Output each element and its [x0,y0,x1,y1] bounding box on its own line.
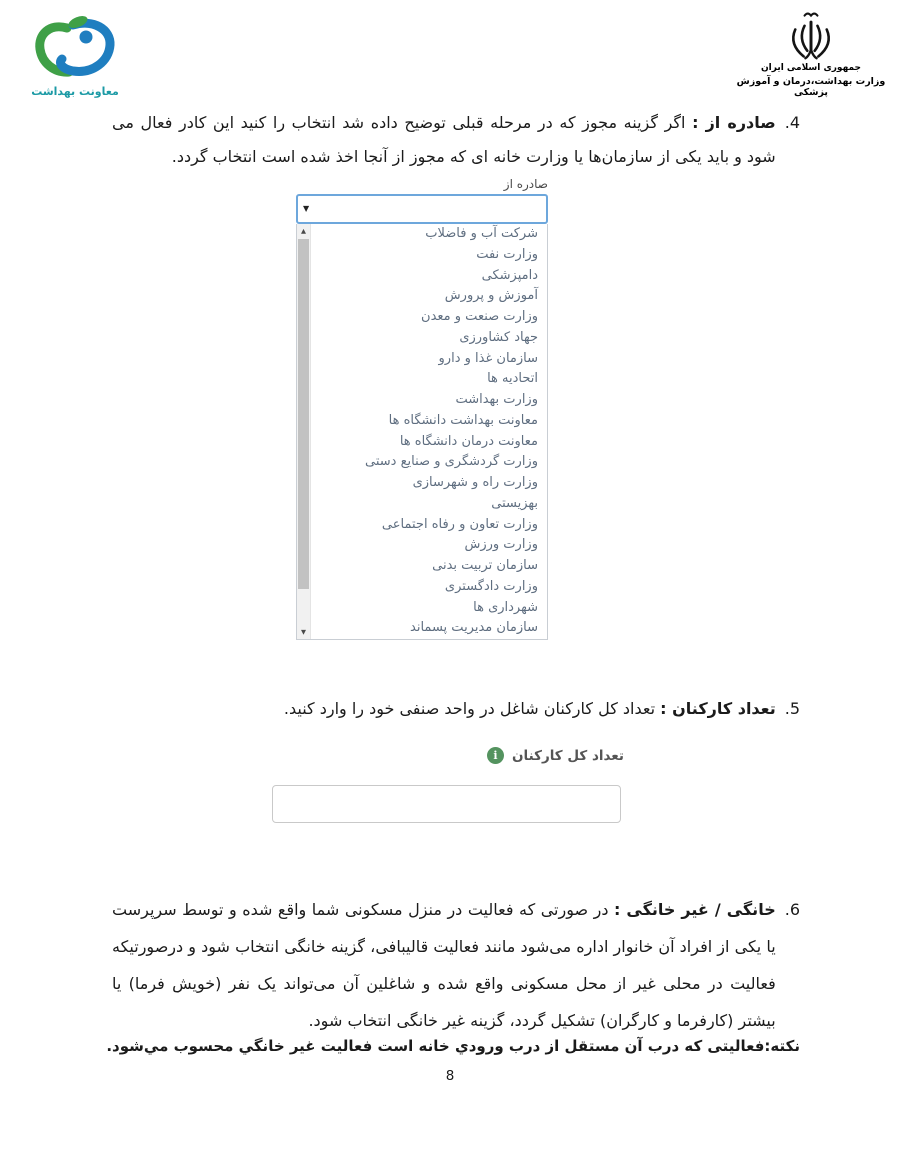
emblem-caption-country: جمهوری اسلامی ایران [760,63,862,73]
select-caret-icon: ▼ [303,203,310,213]
dropdown-option[interactable]: جهاد کشاورزی [459,329,538,345]
iran-ministry-emblem [736,10,886,98]
item-body: در صورتی که فعالیت در منزل مسکونی شما واقع شده و توسط سرپرست یا یکی از افراد آن خانوار اداره می‌شود مانند فعالیت قالیبافی، گزینه خانگی انتخاب شود و درصورتیکه فعالیت در محلی غیر از محل مسکونی واقع شده و شاغلین آن می‌تواند یک نفر (خویش فرما) یا بیشتر (کارفرما و کارگران) تشکیل گردد، گزینه غیر خانگی انتخاب شود. [112,900,776,1030]
dropdown-option[interactable]: وزارت ورزش [464,537,538,553]
instruction-item-staff-count [112,697,800,721]
note-text: نکته:فعالیتی که درب آن مستقل از درب ورودي خانه است فعالیت غیر خانگي محسوب مي‌شود. [106,1037,800,1055]
logo-caption: معاونت بهداشت [31,85,119,98]
item-body: اگر گزینه مجوز که در مرحله قبلی توضیح داده شد انتخاب را کنید این کادر فعال می شود و باید یکی از سازمان‌ها یا وزارت خانه ای که مجوز از آنجا اخذ شده است انتخاب گردد. [112,113,776,166]
dropdown-option[interactable]: دامپزشکی [481,267,538,283]
item-paragraph [284,697,776,721]
item-title: خانگی / غیر خانگی : [613,900,776,919]
apple-logo-icon [31,14,119,80]
dropdown-option[interactable]: وزارت بهداشت [455,392,538,407]
dropdown-scrollbar[interactable] [297,224,311,639]
item-paragraph [112,106,776,174]
staff-count-label: تعداد کل کارکنان [512,747,624,764]
dropdown-option[interactable]: وزارت راه و شهرسازی [412,475,538,490]
dropdown-option[interactable]: بهزیستی [491,495,538,511]
page-number: 8 [445,1068,455,1084]
scroll-up-icon[interactable]: ▲ [297,224,310,238]
dropdown-option[interactable]: وزارت نفت [476,246,538,262]
dropdown-option[interactable]: شرکت آب و فاضلاب [425,226,538,241]
item-title: تعداد کارکنان : [660,699,776,718]
instruction-item-issued-from [112,106,800,174]
scrollbar-thumb[interactable] [298,239,309,589]
item-number: 6. [784,900,800,919]
health-deputy-logo [30,14,120,98]
staff-count-label-row [487,747,624,764]
issued-from-select[interactable] [296,194,548,224]
dropdown-option[interactable]: سازمان مدیریت پسماند [410,620,538,636]
item-body: تعداد کل کارکنان شاغل در واحد صنفی خود را وارد کنید. [283,699,656,718]
item-number: 4. [784,113,800,132]
dropdown-option[interactable]: وزارت دادگستری [444,578,538,594]
dropdown-option[interactable]: وزارت تعاون و رفاه اجتماعی [381,516,538,532]
emblem-caption-ministry: وزارت بهداشت،درمان و آموزش پزشکی [736,76,886,98]
item-title: صادره از : [692,113,776,132]
info-icon[interactable]: i [487,747,504,764]
dropdown-option[interactable]: آموزش و پرورش [444,288,538,304]
dropdown-option[interactable]: سازمان غذا و دارو [438,350,538,366]
staff-count-input[interactable] [272,785,621,823]
dropdown-options [310,224,547,639]
item-paragraph [112,891,776,1039]
item-number: 5. [784,699,800,718]
dropdown-option[interactable]: شهرداری ها [473,599,538,615]
dropdown-option[interactable]: اتحادیه ها [487,371,538,387]
dropdown-option[interactable]: معاونت درمان دانشگاه ها [399,433,538,449]
issued-from-widget [296,176,548,640]
dropdown-option[interactable]: وزارت صنعت و معدن [421,309,538,324]
dropdown-option[interactable]: سازمان تربیت بدنی [432,558,538,573]
dropdown-option[interactable]: وزارت گردشگری و صنایع دستی [365,454,538,470]
instruction-item-home-nonhome [112,891,800,1039]
dropdown-option[interactable]: معاونت بهداشت دانشگاه ها [388,412,538,428]
issued-from-dropdown [296,224,548,640]
iran-emblem-icon [786,10,836,62]
scroll-down-icon[interactable]: ▼ [297,625,310,639]
issued-from-label: صادره از [503,177,548,191]
